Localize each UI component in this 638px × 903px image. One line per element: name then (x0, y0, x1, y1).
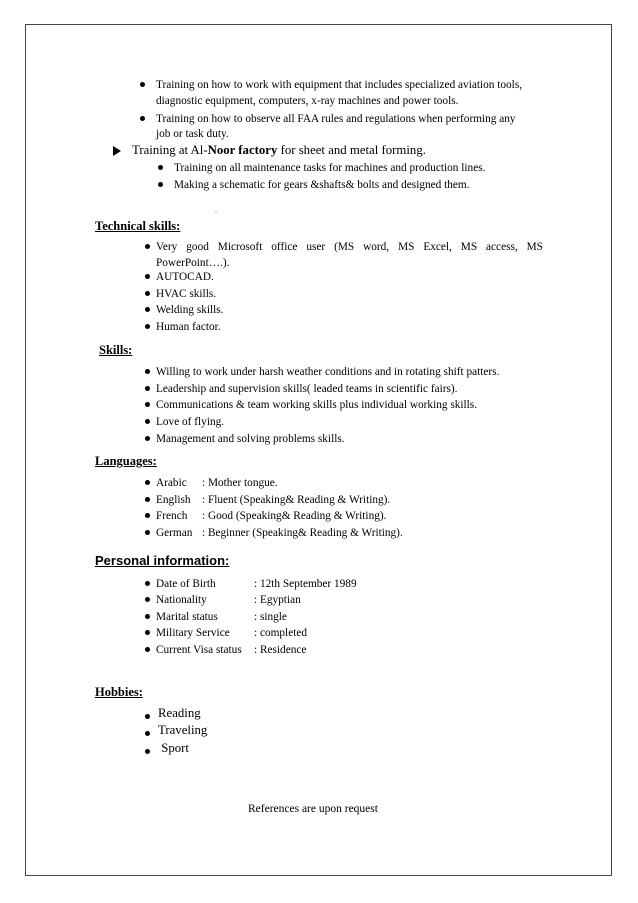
hobbies-heading: Hobbies: (95, 685, 143, 699)
hobby-item: Sport (158, 741, 189, 755)
personal-info-heading: Personal information: (95, 553, 230, 568)
bullet-icon (145, 402, 150, 407)
word: MS (398, 241, 415, 253)
bullet-icon (145, 714, 150, 719)
word: Very (156, 241, 178, 253)
skills-item: Management and solving problems skills. (156, 433, 345, 445)
bullet-icon (145, 749, 150, 754)
bullet-icon (145, 419, 150, 424)
bullet-icon (145, 647, 150, 652)
bullet-icon (140, 116, 145, 121)
bullet-icon (145, 244, 150, 249)
technical-item: AUTOCAD. (156, 271, 214, 283)
bullet-icon (158, 182, 163, 187)
personal-item: Current Visa status : Residence (156, 644, 307, 656)
word: office (271, 241, 298, 253)
alnoor-item-2: Making a schematic for gears &shafts& bolts and designed them. (174, 179, 470, 191)
word: Microsoft (217, 241, 263, 253)
skills-item: Communications & team working skills plus individual working skills. (156, 399, 478, 411)
arrow-bullet-icon (113, 146, 121, 156)
skills-heading: Skills: (99, 343, 133, 357)
word: MS (460, 241, 478, 253)
personal-item: Nationality : Egyptian (156, 594, 301, 606)
bullet-icon (145, 731, 150, 736)
technical-item: HVAC skills. (156, 288, 217, 300)
bullet-icon (145, 274, 150, 279)
skills-item: Love of flying. (156, 416, 225, 428)
bullet-icon (158, 165, 163, 170)
word: MS (526, 241, 543, 253)
bullet-icon (140, 82, 145, 87)
language-item: Arabic : Mother tongue. (156, 477, 278, 489)
bullet-icon (145, 386, 150, 391)
technical-item-office-line-1 (156, 240, 543, 254)
personal-item: Date of Birth : 12th September 1989 (156, 578, 357, 590)
bullet-icon (145, 614, 150, 619)
bullet-icon (145, 291, 150, 296)
language-item: English : Fluent (Speaking& Reading & Writing). (156, 494, 391, 506)
word: good (186, 241, 209, 253)
technical-item-office-line-2: PowerPoint….). (156, 257, 230, 269)
languages-heading: Languages: (95, 454, 157, 468)
personal-item: Military Service : completed (156, 627, 308, 639)
bullet-icon (145, 369, 150, 374)
bullet-icon (145, 581, 150, 586)
alnoor-item-1: Training on all maintenance tasks for machines and production lines. (174, 162, 486, 174)
skills-item: Leadership and supervision skills( leaded teams in scientific fairs). (156, 383, 458, 395)
bullet-icon (145, 597, 150, 602)
bullet-icon (145, 307, 150, 312)
stray-mark: . (215, 205, 217, 214)
word: Excel, (423, 241, 452, 253)
technical-skills-heading: Technical skills: (95, 219, 181, 233)
word: access, (486, 241, 518, 253)
language-item: French : Good (Speaking& Reading & Writing). (156, 510, 387, 522)
word: word, (363, 241, 390, 253)
bullet-icon (145, 513, 150, 518)
references-note: References are upon request (248, 803, 378, 815)
technical-item: Welding skills. (156, 304, 224, 316)
language-item: German : Beginner (Speaking& Reading & Writing). (156, 527, 403, 539)
training-item-1-line-1: Training on how to work with equipment that includes specialized aviation tools, (156, 79, 523, 91)
word: (MS (334, 241, 355, 253)
training-item-2-line-1: Training on how to observe all FAA rules and regulations when performing any (156, 113, 516, 125)
hobby-item: Traveling (158, 723, 208, 737)
bullet-icon (145, 497, 150, 502)
training-item-2-line-2: job or task duty. (156, 128, 229, 140)
training-item-1-line-2: diagnostic equipment, computers, x-ray machines and power tools. (156, 95, 459, 107)
bullet-icon (145, 324, 150, 329)
word: user (306, 241, 326, 253)
bullet-icon (145, 630, 150, 635)
alnoor-training: Training at Al-Noor factory for sheet and metal forming. (132, 143, 426, 157)
hobby-item: Reading (158, 706, 201, 720)
technical-item: Human factor. (156, 321, 221, 333)
bullet-icon (145, 530, 150, 535)
bullet-icon (145, 436, 150, 441)
bullet-icon (145, 480, 150, 485)
skills-item: Willing to work under harsh weather conditions and in rotating shift patters. (156, 366, 500, 378)
personal-item: Marital status : single (156, 611, 287, 623)
